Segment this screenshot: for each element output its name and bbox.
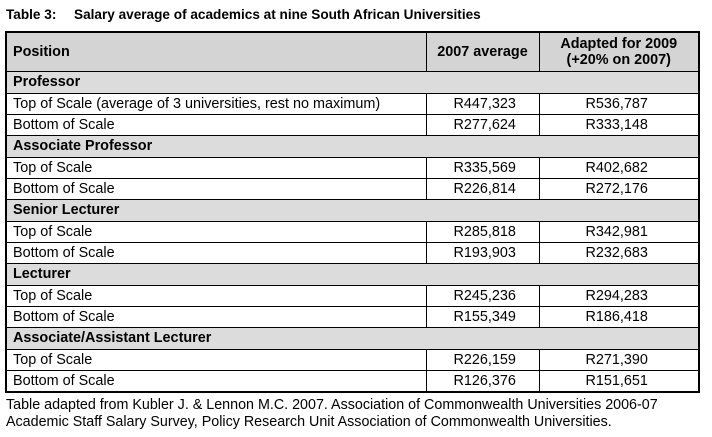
header-row [6,32,699,72]
row-adapted-2009: R294,283 [539,286,699,307]
row-2007-average: R226,159 [426,350,539,371]
row-label: Bottom of Scale [6,243,426,264]
group-name: Associate/Assistant Lecturer [6,328,699,350]
group-name: Senior Lecturer [6,200,699,222]
group-row [6,72,699,94]
row-2007-average: R277,624 [426,115,539,136]
table-label: Table 3: [6,7,57,22]
row-label: Bottom of Scale [6,179,426,200]
row-adapted-2009: R232,683 [539,243,699,264]
row-2007-average: R193,903 [426,243,539,264]
row-label: Top of Scale [6,158,426,179]
row-2007-average: R226,814 [426,179,539,200]
row-adapted-2009: R402,682 [539,158,699,179]
row-adapted-2009: R272,176 [539,179,699,200]
table-caption [6,7,481,22]
header-position: Position [6,32,426,72]
group-row [6,328,699,350]
row-label: Bottom of Scale [6,307,426,328]
row-adapted-2009: R536,787 [539,94,699,115]
row-label: Top of Scale (average of 3 universities, rest no maximum) [6,94,426,115]
salary-table [5,31,700,393]
row-2007-average: R285,818 [426,222,539,243]
table-row [6,371,699,393]
group-row [6,136,699,158]
header-adapted-line1: Adapted for 2009 [560,36,678,52]
table-row [6,94,699,115]
group-row [6,264,699,286]
row-label: Top of Scale [6,286,426,307]
table-row [6,286,699,307]
row-adapted-2009: R186,418 [539,307,699,328]
row-adapted-2009: R151,651 [539,371,699,393]
group-name: Professor [6,72,699,94]
table-row [6,115,699,136]
row-adapted-2009: R333,148 [539,115,699,136]
row-adapted-2009: R271,390 [539,350,699,371]
row-2007-average: R245,236 [426,286,539,307]
row-label: Bottom of Scale [6,115,426,136]
table-source-note: Table adapted from Kubler J. & Lennon M.C. 2007. Association of Commonwealth Universities 2006-07 Academic Staff Salary Survey, Policy Research Unit Association of Commonwealth Universities. [6,397,658,430]
row-adapted-2009: R342,981 [539,222,699,243]
group-row [6,200,699,222]
table-row [6,222,699,243]
group-name: Associate Professor [6,136,699,158]
header-2007-average: 2007 average [426,32,539,72]
table-row [6,350,699,371]
table-row [6,243,699,264]
table-title: Salary average of academics at nine South African Universities [74,7,481,22]
table-row [6,307,699,328]
row-2007-average: R447,323 [426,94,539,115]
table-row [6,158,699,179]
row-label: Top of Scale [6,350,426,371]
header-adapted-2009 [539,32,699,72]
row-2007-average: R155,349 [426,307,539,328]
row-label: Bottom of Scale [6,371,426,393]
header-adapted-line2: (+20% on 2007) [566,52,671,68]
row-label: Top of Scale [6,222,426,243]
table-row [6,179,699,200]
row-2007-average: R126,376 [426,371,539,393]
row-2007-average: R335,569 [426,158,539,179]
group-name: Lecturer [6,264,699,286]
